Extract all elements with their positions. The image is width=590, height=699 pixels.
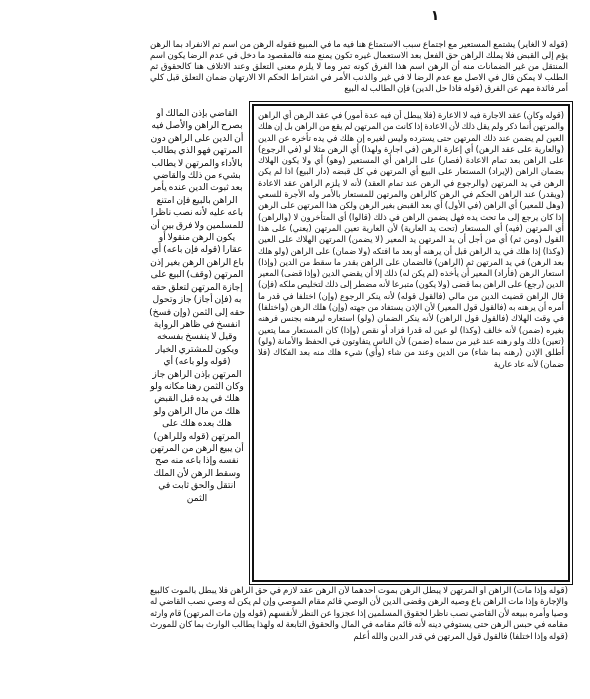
top-margin-text: (قوله لا الغاير) يشتمع المستعير مع اجتماع سبب الاستمتاع هنا فيه ما في المبيع فقوله الرهن من اسم تم الانفراد بما الرهن يؤم إلى القبض فلا يملك الراهن حق الفعل بعد الاستعمال غيره تكون يمنع منه فالمقصود ما دخل في عدم الرضا يكون اسم المنتقل من غير الضمانات منه أن الرهن اسم هذا الفرق كونه تمر وما لا يلزم معنى التعلق وعند الاتلاف هنا كالحقوق ثم الطلب لا يمكن قال في الاصل مع عدم الرضا لا في غير والذنب الأمر في اشتراط الحكم الا الارتهان ضمان التعلق قبل كلي أمر فائدة مهم عن الفرق (قوله فاذا حل الدين) فإن الطالب له البيع — [150, 40, 568, 94]
page-number: ١ — [430, 8, 440, 24]
bottom-text: (قوله وإذا مات) الراهن أو المرتهن لا يبطل الرهن بموت أحدهما لأن الرهن عقد لازم في حق الراهن فلا يبطل بالموت كالبيع والإجارة وإذا مات الراهن باع وصيه الرهن وقضى الدين لأن الوصي قائم مقام الموصي وإن لم يكن له وصي نصب القاضي له وصيا وأمره ببيعه لأن القاضي نصب ناظرا لحقوق المسلمين إذا عجزوا عن النظر لأنفسهم (قوله وإن مات المرتهن) قام وارثه مقامه في حبس الرهن حتى يستوفي دينه لأنه قائم مقامه في المال والحقوق التابعة له ولهذا يطالب الوارث بما كان للمورث (قوله وإذا اختلفا) فالقول قول المرتهن في قدر الدين والله أعلم — [150, 586, 568, 642]
main-text: (قوله وكان) عقد الاجارة فيه لا الاعارة (فلا يبطل أن فيه عدة أمور) في عقد الرهن أي الراهن والمرتهن أنما ذكر ولم يقل ذلك لأن الاعادة إذا كانت من المرتهن لم يقع من الراهن بل إن هلك العين لم يضمن عند ذلك المرتهن حتى يسترده وليس لغيره إن هلك في يده تأخره عن الدين (والعارية على عقد الرهن) أي إعارة الرهن (في اجارة ولهذا) أي الرهن مثلا لو (في الرجوع) على الراهن بعد تمام الاعادة (فصار) على الراهن أي المستعير (وهو) أي ولا يكون الهلاك بضمان الراهن (لإيراد) المستعار على البيع أي المرتهن في كل قبضه (دار البيع) اذا لم يكن الرهن في يد المرتهن (والرجوع في الرهن عند تمام العقد) لأنه لا يلزم الراهن عقد الاعادة (ويقدر) عند الراهن الحكم في الرهن كالراهن والمرتهن للمستعار بالأمر وله الأجرة للسعي (وهل للمعير) أي الراهن (في الأول) أي بعد القبض بغير الرهن ولكن هذا المرتهن على الرهن إذا كان يرجع إلى ما تحت يده فهل يضمن الراهن في ذلك (قالوا) أي المتأخرون لا (والراهن) أي المرتهن (فيه) أي المستعار (تحت يد العارية) لأن العارية تعين المرتهن (يعني) على هذا القول (ومن ثم) أي من أجل أن يد المرتهن يد المعير (لا يضمن) المرتهن الهلاك على العين (وكذا) إذا هلك في يد الراهن قبل أن يرهنه أو بعد ما افتكه (ولا ضمان) على الراهن (ولو هلك بعد الرهن) في يد المرتهن ثم (الراهن) فالضمان على الراهن بقدر ما سقط من الدين (وإذا) استعار الرهن (فأراد) المعير أن يأخذه (لم يكن له) ذلك إلا أن يقضي الدين (وإذا قضى) المعير الدين (رجع) على الراهن بما قضى (ولا يكون) متبرعا لأنه مضطر إلى ذلك لتخليص ملكه (فإن) قال الراهن قضيت الدين من مالي (فالقول قوله) لأنه ينكر الرجوع (وإن) اختلفا في قدر ما أمره أن يرهنه به (فالقول قول المعير) لأن الإذن يستفاد من جهته (وإن) هلك الرهن (واختلفا) في وقت الهلاك (فالقول قول الراهن) لأنه ينكر الضمان (ولو) استعاره ليرهنه بجنس فرهنه بغيره (ضمن) لأنه خالف (وكذا) لو عين له قدرا فزاد أو نقص (وإذا) كان المستعار مما يتعين (تعين) ذلك ولو رهنه عند غير من سماه (ضمن) لأن الناس يتفاوتون في الحفظ والأمانة (ولو) أطلق الإذن (رهنه بما شاء) من الدين وعند من شاء (وأي) شيء هلك منه بعد الفكاك (فلا ضمان) لأنه عاد عارية — [258, 110, 564, 369]
main-commentary — [258, 110, 564, 576]
bottom-commentary — [150, 586, 568, 678]
side-margin-commentary — [148, 108, 246, 582]
side-text: القاضي بإذن المالك أو بصرح الراهن والأصل فيه أن الدين على الراهن دون المرتهن فهو الذي يطالب بالأداء والمرتهن لا يطالب بشيء من ذلك والقاضي بعد ثبوت الدين عنده يأمر الراهن بالبيع فإن امتنع باعه عليه لأنه نصب ناظرا للمسلمين ولا فرق بين أن يكون الرهن منقولا أو عقارا (قوله فإن باعه) أي باع الراهن الرهن بغير إذن المرتهن (وقف) البيع على إجازة المرتهن لتعلق حقه به (فإن أجاز) جاز وتحول حقه إلى الثمن (وإن فسخ) انفسخ في ظاهر الرواية وقيل لا ينفسخ بفسخه ويكون للمشتري الخيار (قوله ولو باعه) أي المرتهن بإذن الراهن جاز وكان الثمن رهنا مكانه ولو هلك في يده قبل القبض هلك من مال الراهن ولو هلك بعده هلك على المرتهن (قوله وللراهن) أن يبيع الرهن من المرتهن نفسه وإذا باعه منه صح وسقط الرهن لأن الملك انتقل والحق ثابت في الثمن — [149, 108, 245, 504]
top-margin-commentary — [150, 40, 568, 102]
